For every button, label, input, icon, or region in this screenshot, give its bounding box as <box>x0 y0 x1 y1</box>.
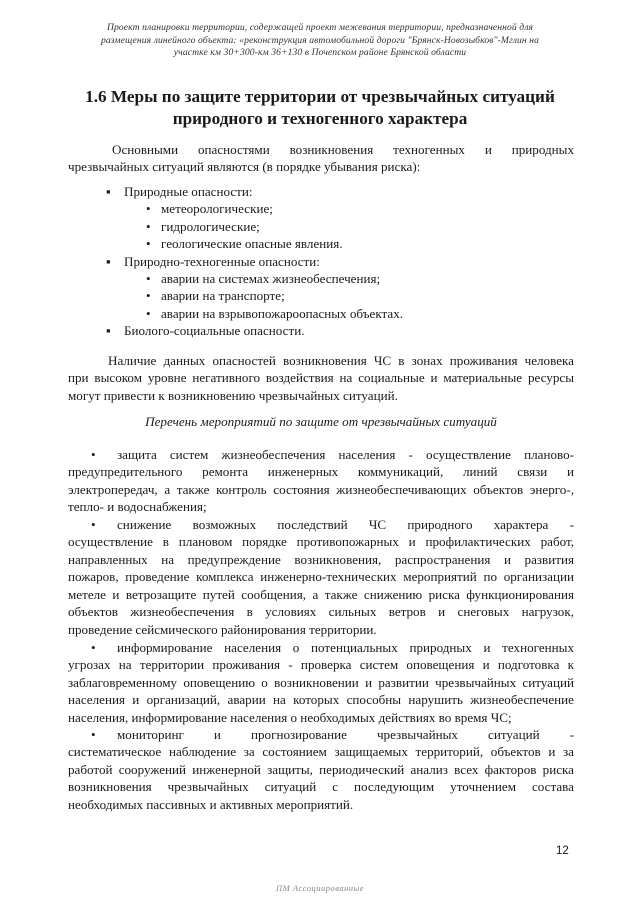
list-item <box>0 253 640 270</box>
hazard-item: геологические опасные явления. <box>161 236 343 252</box>
summary-line-1: Наличие данных опасностей возникновения ЧС в зонах проживания человека <box>108 353 574 368</box>
bullet-icon: • <box>146 288 151 304</box>
square-bullet-icon: ▪ <box>106 323 111 339</box>
measure-line: • снижение возможных последствий ЧС природного характера - <box>91 517 574 532</box>
page-number: 12 <box>556 845 569 857</box>
measure-line: систематическое наблюдение за состоянием защищаемых территорий, объектов и за <box>68 744 574 760</box>
measure-line: возникновения чрезвычайных ситуаций с последующим уточнением состава <box>68 779 574 795</box>
measure-line: метеле и ветрозащите путей сообщения, а также снижению риска функционирования <box>68 586 574 602</box>
header-line-1: Проект планировки территории, содержащей проект межевания территории, предназначенной для <box>106 22 534 33</box>
header-line-2: размещения линейного объекта: «реконструкция автомобильной дороги "Брянск-Новозыбков"-Мглин на <box>100 34 540 46</box>
measure-line: • защита систем жизнеобеспечения населения - осуществление планово- <box>91 447 574 462</box>
summary-line-2: при высоком уровне негативного воздействия на социальные и материальные ресурсы <box>68 370 574 386</box>
list-item <box>0 235 640 252</box>
measure-line: тепло- и водоснабжения; <box>68 499 207 515</box>
list-item <box>0 200 640 217</box>
hazards-list <box>0 183 640 340</box>
hazard-group-label: Природно-техногенные опасности: <box>124 253 320 269</box>
bullet-icon: • <box>146 270 151 286</box>
square-bullet-icon: ▪ <box>106 253 111 269</box>
hazard-item: метеорологические; <box>161 201 273 217</box>
bullet-icon: • <box>146 218 151 234</box>
header-line-3: участке км 30+300-км 36+130 в Почепском районе Брянской области <box>173 47 467 58</box>
hazard-group-label: Природные опасности: <box>124 184 253 199</box>
section-title-line-2: природного и техногенного характера <box>172 109 468 128</box>
intro-paragraph <box>68 141 574 175</box>
section-title <box>60 86 580 130</box>
list-item <box>0 305 640 322</box>
document-header <box>70 22 570 60</box>
list-item <box>0 218 640 235</box>
square-bullet-icon: ▪ <box>106 184 111 199</box>
measure-line: электропередач, а также контроль состояния жизнеобеспечивающих объектов энерго-, <box>68 481 574 497</box>
measures-title: Перечень мероприятий по защите от чрезвычайных ситуаций <box>145 414 497 429</box>
measure-line: проведение сейсмического районирования территории. <box>68 621 377 637</box>
list-item <box>0 287 640 304</box>
measure-line: • мониторинг и прогнозирование чрезвычайных ситуаций - <box>91 727 574 742</box>
measure-line: населения, информирование населения о необходимых действиях во время ЧС; <box>68 709 512 725</box>
measure-2 <box>68 516 574 638</box>
measure-line: объектов жизнеобеспечения в условиях сильных ветров и снеговых нагрузок, <box>68 604 574 620</box>
hazard-item: аварии на системах жизнеобеспечения; <box>161 270 381 286</box>
measure-line: необходимых пассивных и активных мероприятий. <box>68 796 354 812</box>
measure-line: заблаговременному оповещению о возникновении и развитии чрезвычайных ситуаций <box>68 674 574 690</box>
measure-line: работой сооружений инженерной защиты, периодический анализ всех факторов риска <box>68 761 574 777</box>
list-item <box>0 270 640 287</box>
measure-line: направленных на предупреждение возникновения, распространения и развития <box>68 551 574 567</box>
hazard-item: аварии на транспорте; <box>161 288 285 304</box>
list-item <box>0 183 640 200</box>
measure-4 <box>68 726 574 813</box>
bullet-icon: • <box>146 236 151 252</box>
bullet-icon: • <box>146 201 151 217</box>
list-item <box>0 322 640 339</box>
hazard-group-label: Биолого-социальные опасности. <box>124 323 305 339</box>
intro-line-2: чрезвычайных ситуаций являются (в порядке убывания риска): <box>68 159 421 175</box>
measure-line: предупредительного ремонта инженерных коммуникаций, линий связи и <box>68 464 574 480</box>
summary-line-3: могут привести к возникновению чрезвычайных ситуаций. <box>68 387 398 403</box>
intro-line-1: Основными опасностями возникновения техногенных и природных <box>112 142 574 157</box>
document-footer: ПМ Ассоциированные <box>275 883 365 893</box>
measure-line: • информирование населения о потенциальных природных и техногенных <box>91 640 574 655</box>
measure-line: населения и организаций, аварии на которых способны нарушить жизнеобеспечение <box>68 692 574 708</box>
measure-line: угрозах на территории проживания - проверка систем оповещения и подготовка к <box>68 657 574 673</box>
summary-paragraph <box>68 352 574 404</box>
measure-line: пожаров, проведение комплекса инженерно-технических мероприятий по организации <box>68 569 574 585</box>
section-title-line-1: 1.6 Меры по защите территории от чрезвычайных ситуаций <box>85 87 555 106</box>
measure-3 <box>68 639 574 726</box>
measure-1 <box>68 446 574 516</box>
bullet-icon: • <box>146 305 151 321</box>
measure-line: осуществление в плановом порядке противопожарных и профилактических работ, <box>68 534 574 550</box>
hazard-item: гидрологические; <box>161 218 260 234</box>
hazard-item: аварии на взрывопожароопасных объектах. <box>161 305 404 321</box>
